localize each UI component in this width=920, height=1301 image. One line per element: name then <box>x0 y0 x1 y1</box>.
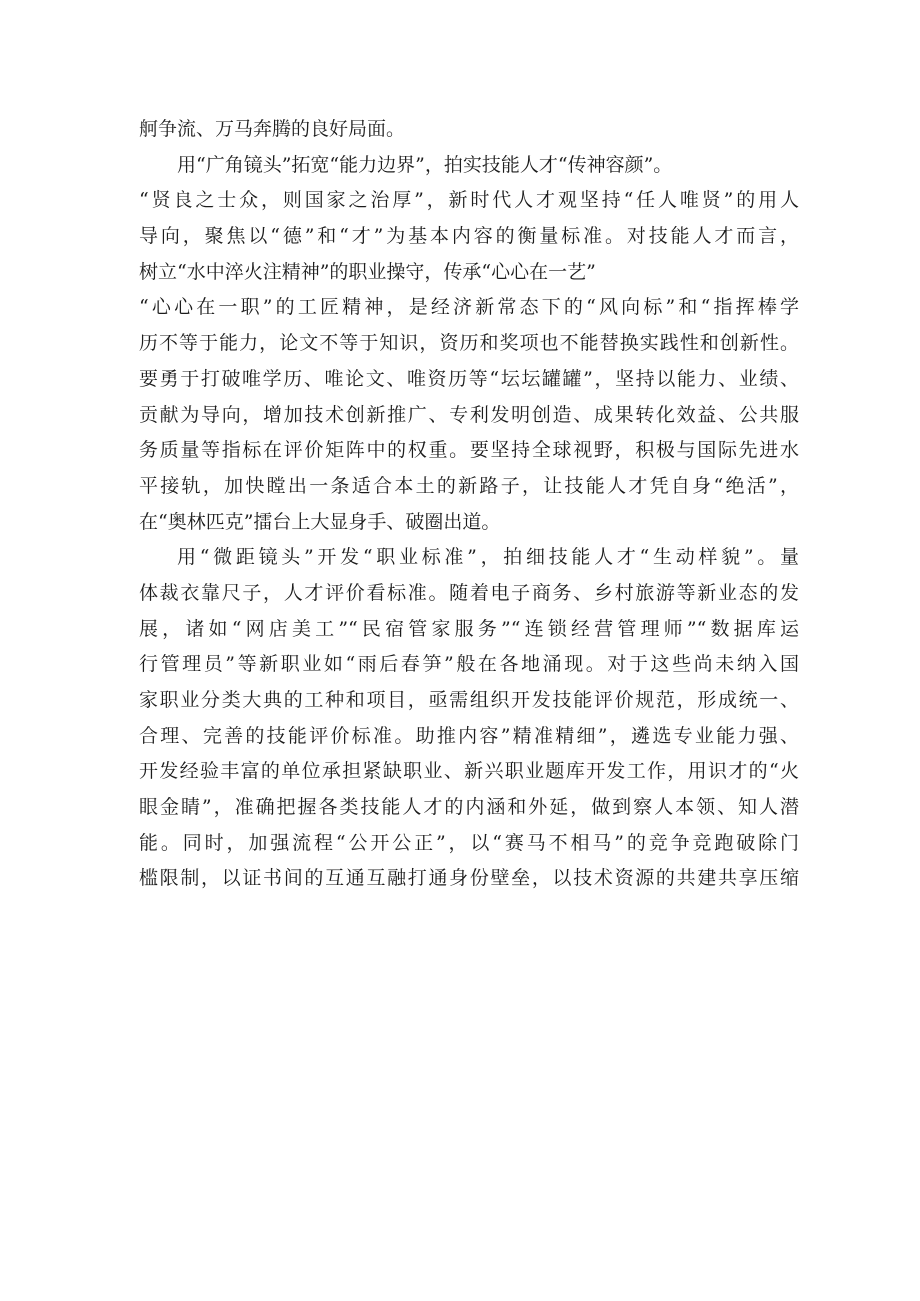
paragraph-line: 在“奥林匹克”擂台上大显身手、破圈出道。 <box>139 510 501 533</box>
paragraph-line: 合理、完善的技能评价标准。助推内容”精准精细”，遴选专业能力强、 <box>139 724 799 747</box>
paragraph-line: “心心在一职”的工匠精神，是经济新常态下的“风向标”和“指挥棒学 <box>139 296 799 319</box>
paragraph-line: 用“微距镜头”开发“职业标准”，拍细技能人才“生动样貌”。量 <box>177 546 799 569</box>
paragraph-line: 展，诸如“网店美工”“民宿管家服务”“连锁经营管理师”“数据库运 <box>139 617 799 640</box>
paragraph-line: 行管理员”等新职业如“雨后春笋”般在各地涌现。对于这些尚未纳入国 <box>139 653 799 676</box>
paragraph-line: 眼金睛”，准确把握各类技能人才的内涵和外延，做到察人本领、知人潜 <box>139 796 799 819</box>
paragraph-line: 槛限制，以证书间的互通互融打通身份壁垒，以技术资源的共建共享压缩 <box>139 867 799 890</box>
paragraph-line: 平接轨，加快瞠出一条适合本土的新路子，让技能人才凭自身“绝活”， <box>139 474 799 497</box>
paragraph-line: 能。同时，加强流程“公开公正”，以“赛马不相马”的竞争竞跑破除门 <box>139 831 799 854</box>
paragraph-line: 历不等于能力，论文不等于知识，资历和奖项也不能替换实践性和创新性。 <box>139 332 799 355</box>
paragraph-line: 家职业分类大典的工种和项目，亟需组织开发技能评价规范，形成统一、 <box>139 689 799 711</box>
paragraph-line: 贡献为导向，增加技术创新推广、专利发明创造、成果转化效益、公共服 <box>139 403 799 426</box>
document-body <box>139 112 799 897</box>
paragraph-line: 务质量等指标在评价矩阵中的权重。要坚持全球视野，积极与国际先进水 <box>139 439 799 462</box>
paragraph-line: 开发经验丰富的单位承担紧缺职业、新兴职业题库开发工作，用识才的“火 <box>139 760 799 783</box>
paragraph-line: 舸争流、万马奔腾的良好局面。 <box>139 118 406 140</box>
paragraph-line: 要勇于打破唯学历、唯论文、唯资历等“坛坛罐罐”，坚持以能力、业绩、 <box>139 367 799 390</box>
paragraph-line: 体裁衣靠尺子，人才评价看标准。随着电子商务、乡村旅游等新业态的发 <box>139 581 799 604</box>
paragraph-line: 用“广角镜头”拓宽“能力边界”，拍实技能人才“传神容颜”。 <box>177 153 673 176</box>
paragraph-line: 导向，聚焦以“德”和“才”为基本内容的衡量标准。对技能人才而言， <box>139 225 799 248</box>
paragraph-line: 树立“水中淬火注精神”的职业操守，传承“心心在一艺” <box>139 260 596 283</box>
paragraph-line: “贤良之士众，则国家之治厚”，新时代人才观坚持“任人唯贤”的用人 <box>139 189 799 212</box>
